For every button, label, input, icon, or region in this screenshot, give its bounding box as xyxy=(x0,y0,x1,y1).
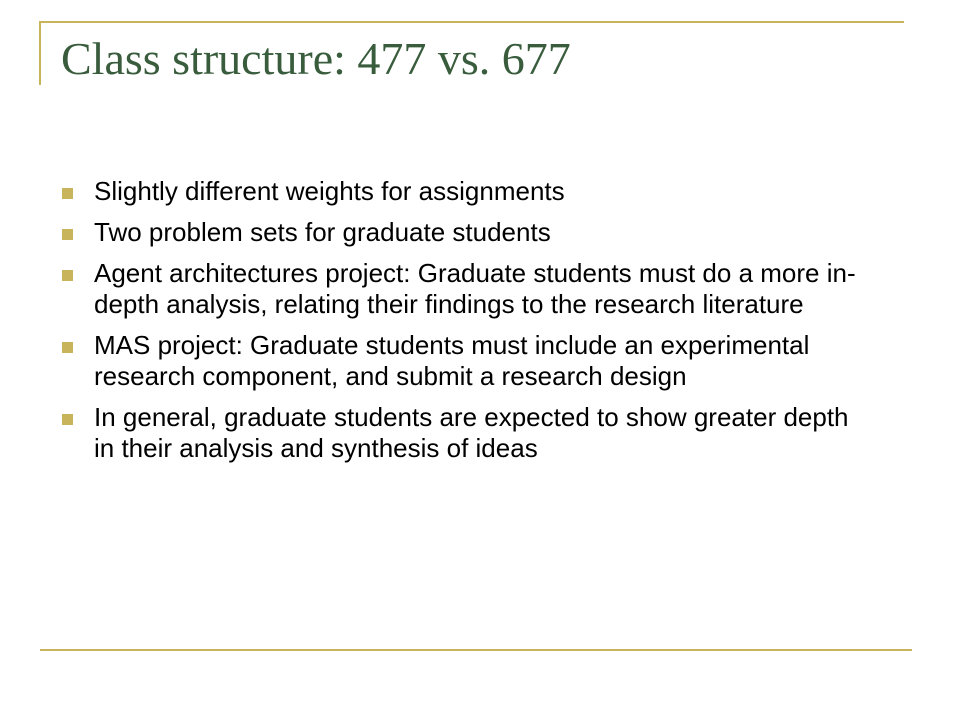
top-rule xyxy=(40,21,904,23)
bullet-item xyxy=(62,217,862,248)
square-bullet-icon xyxy=(62,188,73,199)
square-bullet-icon xyxy=(62,342,73,353)
bullet-item xyxy=(62,176,862,207)
bullet-item xyxy=(62,402,862,464)
bullet-text: Slightly different weights for assignments xyxy=(94,176,565,206)
bullet-text: MAS project: Graduate students must include an experimental research component, and submit a research design xyxy=(94,330,810,391)
bullet-text: Agent architectures project: Graduate students must do a more in-depth analysis, relating their findings to the research literature xyxy=(94,258,856,319)
square-bullet-icon xyxy=(62,270,73,281)
bottom-rule xyxy=(40,649,912,651)
bullet-text: In general, graduate students are expected to show greater depth in their analysis and synthesis of ideas xyxy=(94,402,849,463)
bullet-list xyxy=(62,176,862,474)
square-bullet-icon xyxy=(62,229,73,240)
bullet-text: Two problem sets for graduate students xyxy=(94,217,551,247)
square-bullet-icon xyxy=(62,414,73,425)
bullet-item xyxy=(62,330,862,392)
bullet-item xyxy=(62,258,862,320)
slide-title: Class structure: 477 vs. 677 xyxy=(61,33,571,84)
left-rule xyxy=(39,21,41,85)
